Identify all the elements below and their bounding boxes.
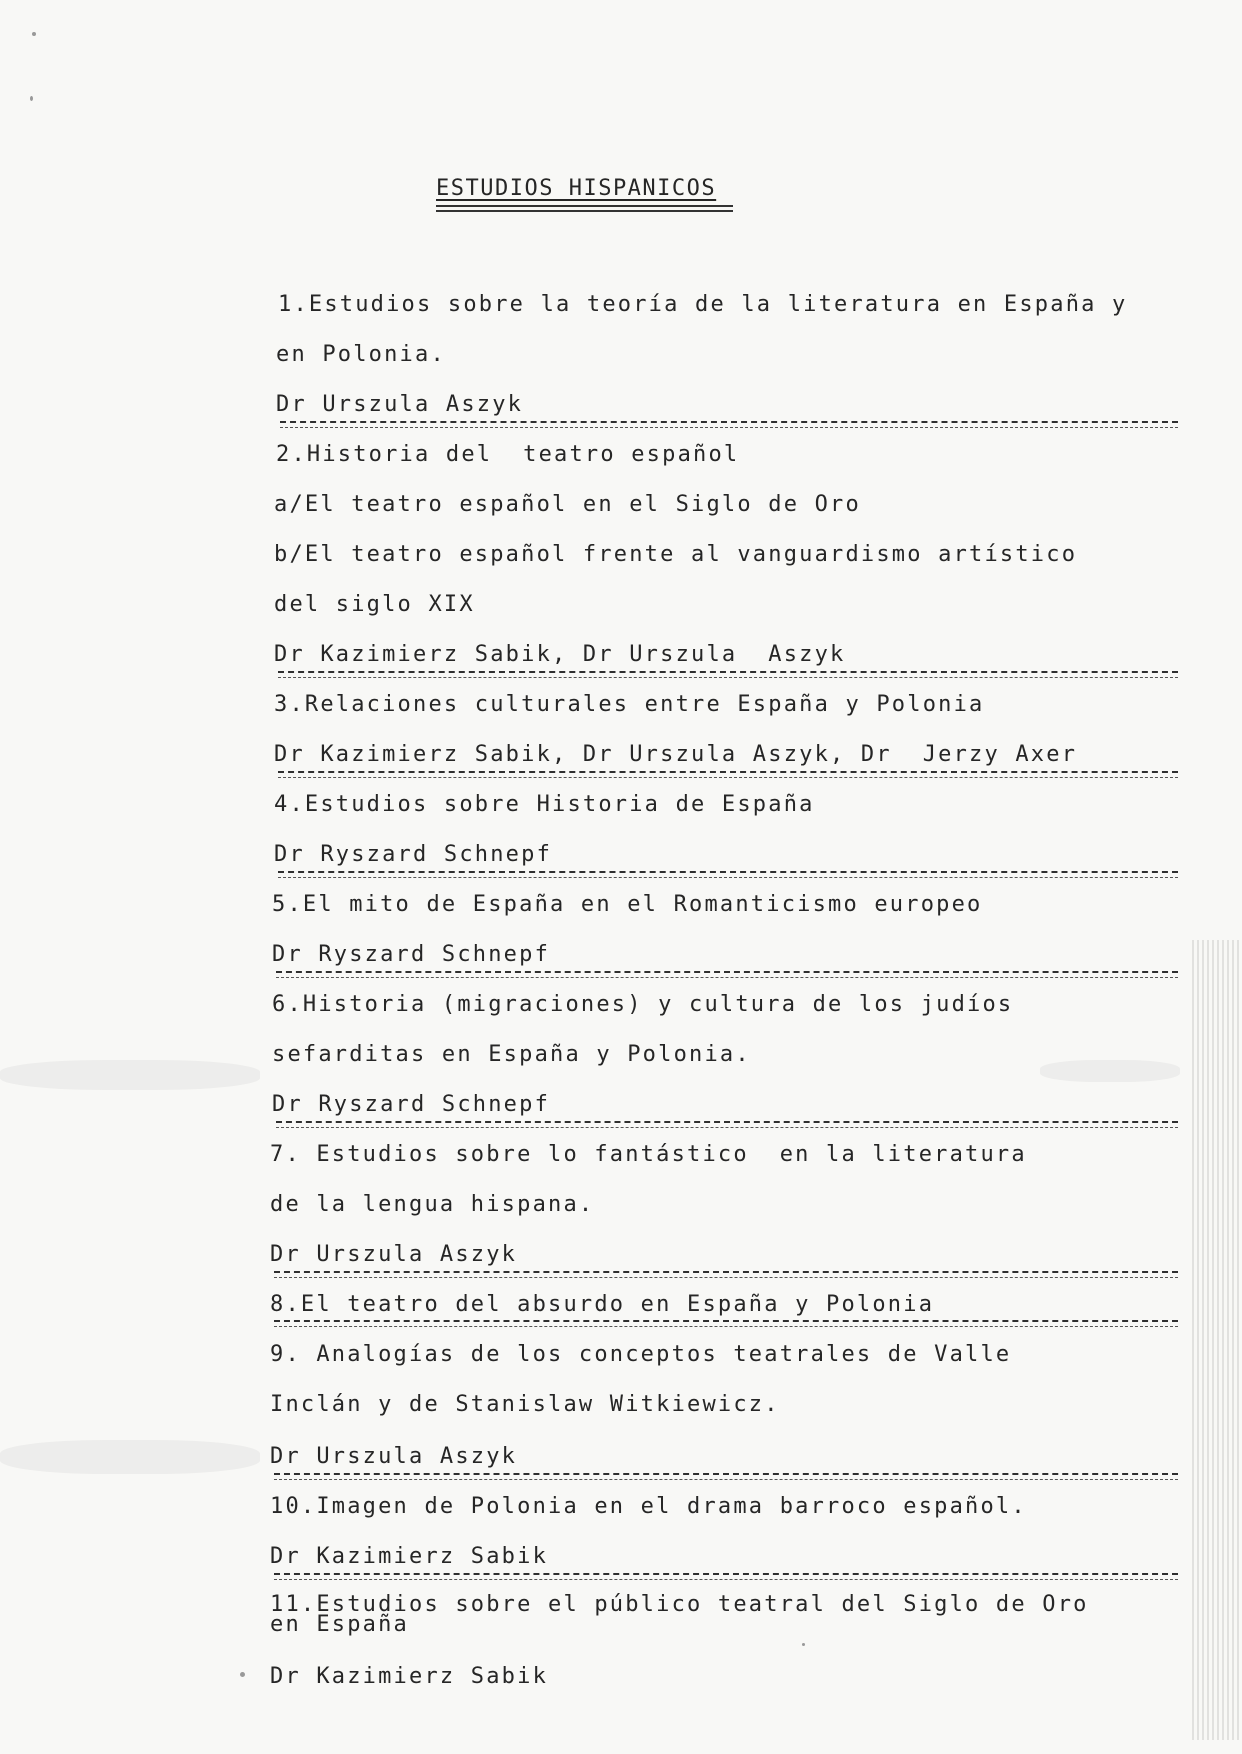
entry-7-line-2: de la lengua hispana.: [270, 1192, 595, 1217]
scan-noise-edge: [1192, 940, 1242, 1740]
separator-6b: [276, 1127, 1178, 1128]
separator-8: [274, 1320, 1178, 1322]
entry-1-author: Dr Urszula Aszyk: [276, 392, 524, 417]
entry-8-line-1: 8.El teatro del absurdo en España y Polonia: [270, 1292, 935, 1317]
separator-7: [274, 1271, 1178, 1273]
scan-speck: [32, 32, 36, 36]
entry-2-line-3: b/El teatro español frente al vanguardismo artístico: [274, 542, 1078, 567]
entry-4-author: Dr Ryszard Schnepf: [274, 842, 553, 867]
entry-11-line-2: en España: [270, 1612, 410, 1637]
separator-2: [278, 671, 1178, 673]
entry-7-line-1: 7. Estudios sobre lo fantástico en la literatura: [270, 1142, 1027, 1167]
scan-speck: [240, 1672, 245, 1677]
entry-5-author: Dr Ryszard Schnepf: [272, 942, 551, 967]
entry-1-line-2: en Polonia.: [276, 342, 446, 367]
separator-1b: [280, 427, 1178, 428]
separator-5: [276, 971, 1178, 973]
separator-7b: [274, 1277, 1178, 1278]
entry-11-author: Dr Kazimierz Sabik: [270, 1664, 549, 1689]
entry-9-line-2: Inclán y de Stanislaw Witkiewicz.: [270, 1392, 780, 1417]
title-block: [436, 176, 733, 212]
entry-7-author: Dr Urszula Aszyk: [270, 1242, 518, 1267]
entry-2-line-1: 2.Historia del teatro español: [276, 442, 740, 467]
separator-9: [274, 1473, 1178, 1475]
title-double-rule: [436, 205, 733, 212]
entry-10-author: Dr Kazimierz Sabik: [270, 1544, 549, 1569]
separator-8b: [274, 1326, 1178, 1327]
entry-9-line-1: 9. Analogías de los conceptos teatrales de Valle: [270, 1342, 1012, 1367]
entry-2-author: Dr Kazimierz Sabik, Dr Urszula Aszyk: [274, 642, 846, 667]
scan-smudge: [0, 1440, 260, 1474]
entry-10-line-1: 10.Imagen de Polonia en el drama barroco español.: [270, 1494, 1027, 1519]
separator-3: [278, 771, 1178, 773]
entry-1-line-1: 1.Estudios sobre la teoría de la literatura en España y: [278, 292, 1128, 317]
separator-4b: [278, 877, 1178, 878]
separator-2b: [278, 677, 1178, 678]
entry-2-line-2: a/El teatro español en el Siglo de Oro: [274, 492, 861, 517]
separator-10b: [274, 1579, 1178, 1580]
separator-3b: [278, 777, 1178, 778]
separator-6: [276, 1121, 1178, 1123]
entry-11-line-1: 11.Estudios sobre el público teatral del Siglo de Oro: [270, 1592, 1089, 1617]
entry-6-line-2: sefarditas en España y Polonia.: [272, 1042, 751, 1067]
separator-1: [280, 421, 1178, 423]
separator-10: [274, 1573, 1178, 1575]
entry-3-author: Dr Kazimierz Sabik, Dr Urszula Aszyk, Dr Jerzy Axer: [274, 742, 1078, 767]
separator-9b: [274, 1479, 1178, 1480]
scan-smudge: [0, 1060, 260, 1090]
entry-4-line-1: 4.Estudios sobre Historia de España: [274, 792, 815, 817]
separator-4: [278, 871, 1178, 873]
entry-2-line-4: del siglo XIX: [274, 592, 475, 617]
entry-3-line-1: 3.Relaciones culturales entre España y Polonia: [274, 692, 985, 717]
entry-6-line-1: 6.Historia (migraciones) y cultura de los judíos: [272, 992, 1014, 1017]
separator-5b: [276, 977, 1178, 978]
entry-9-author: Dr Urszula Aszyk: [270, 1444, 518, 1469]
scan-speck: [30, 96, 33, 101]
entry-5-line-1: 5.El mito de España en el Romanticismo europeo: [272, 892, 983, 917]
entry-6-author: Dr Ryszard Schnepf: [272, 1092, 551, 1117]
page-title: ESTUDIOS HISPANICOS: [436, 176, 717, 201]
scan-smudge: [1040, 1060, 1180, 1082]
scan-speck: [802, 1643, 805, 1646]
